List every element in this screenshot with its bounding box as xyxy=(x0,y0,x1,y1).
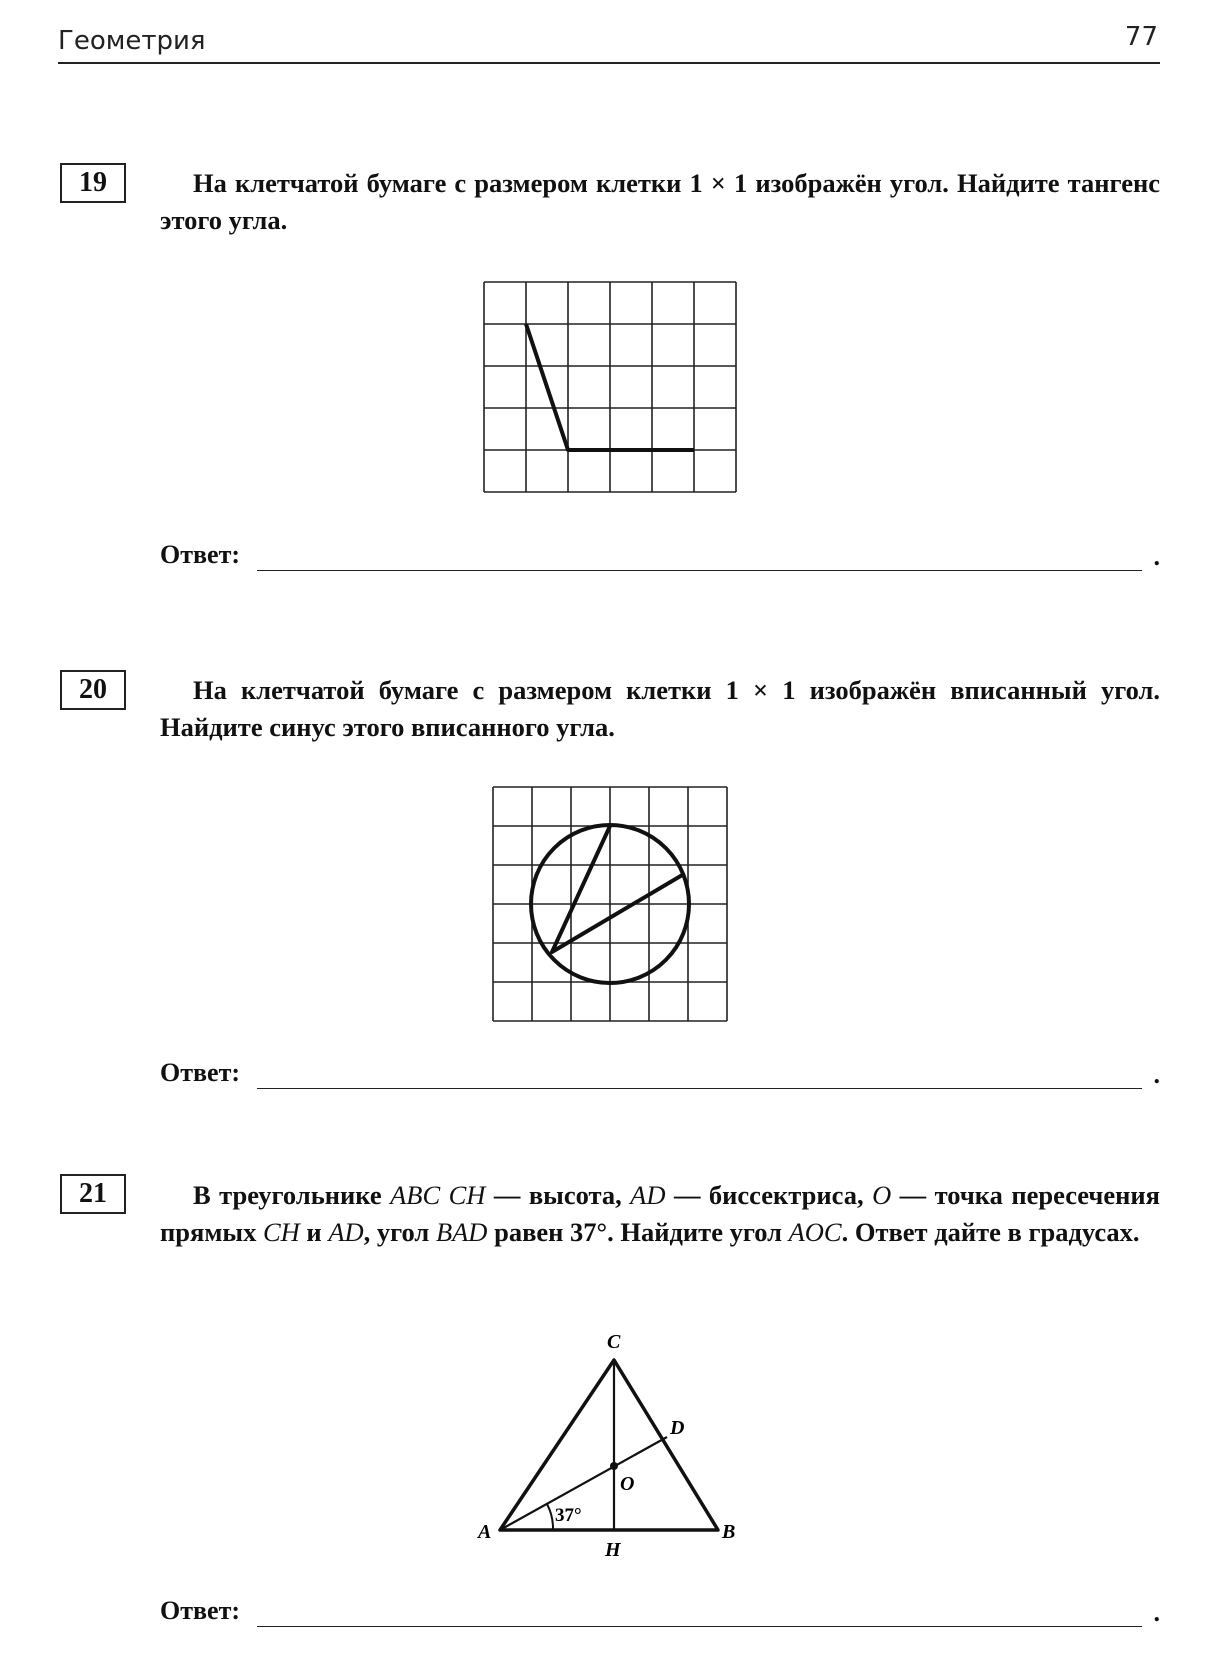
answer-dot-21: . xyxy=(1153,1598,1160,1627)
bisector-ad xyxy=(500,1437,667,1530)
answer-field-20[interactable] xyxy=(257,1088,1142,1089)
grid-lines-19 xyxy=(484,282,736,492)
task-text-19: На клетчатой бумаге с размером клетки 1 × 1 изображён угол. Найдите тангенс этого угла. xyxy=(160,168,1160,235)
answer-dot-19: . xyxy=(1153,542,1160,571)
task-number-21: 21 xyxy=(60,1174,126,1214)
answer-row-21 xyxy=(160,1596,1160,1636)
answer-row-19 xyxy=(160,540,1160,580)
label-c: C xyxy=(607,1331,621,1353)
task-number-20: 20 xyxy=(60,670,126,710)
label-a: A xyxy=(478,1521,492,1543)
label-h: H xyxy=(605,1539,621,1561)
label-angle-37: 37° xyxy=(555,1505,582,1526)
task-text-20: На клетчатой бумаге с размером клетки 1 × 1 изображён вписанный угол. Найдите синус этого вписанного угла. xyxy=(160,675,1160,742)
answer-field-19[interactable] xyxy=(257,570,1142,571)
answer-label-21: Ответ: xyxy=(160,1596,241,1625)
angle-arc-37 xyxy=(547,1504,553,1530)
task-text-21: В треугольнике ABC CH — высота, AD — биссектриса, O — точка пересечения прямых CH и AD, угол BAD равен 37°. Найдите угол AOC. Ответ дайте в градусах. xyxy=(160,1180,1160,1247)
answer-row-20 xyxy=(160,1058,1160,1098)
page-number: 77 xyxy=(1124,22,1158,52)
answer-label-19: Ответ: xyxy=(160,540,241,569)
grid-figure-19 xyxy=(484,282,738,494)
section-title: Геометрия xyxy=(58,26,206,56)
answer-label-20: Ответ: xyxy=(160,1058,241,1087)
label-b: B xyxy=(722,1521,736,1543)
task-number-19: 19 xyxy=(60,163,126,203)
label-o: O xyxy=(620,1473,635,1495)
answer-field-21[interactable] xyxy=(257,1626,1142,1627)
point-o xyxy=(610,1462,618,1470)
page-header xyxy=(58,22,1160,64)
label-d: D xyxy=(670,1417,685,1439)
grid-lines-20 xyxy=(493,787,727,1021)
triangle-abc xyxy=(500,1360,718,1530)
answer-dot-20: . xyxy=(1153,1060,1160,1089)
grid-figure-20 xyxy=(493,787,729,1023)
triangle-figure-21 xyxy=(470,1320,750,1570)
